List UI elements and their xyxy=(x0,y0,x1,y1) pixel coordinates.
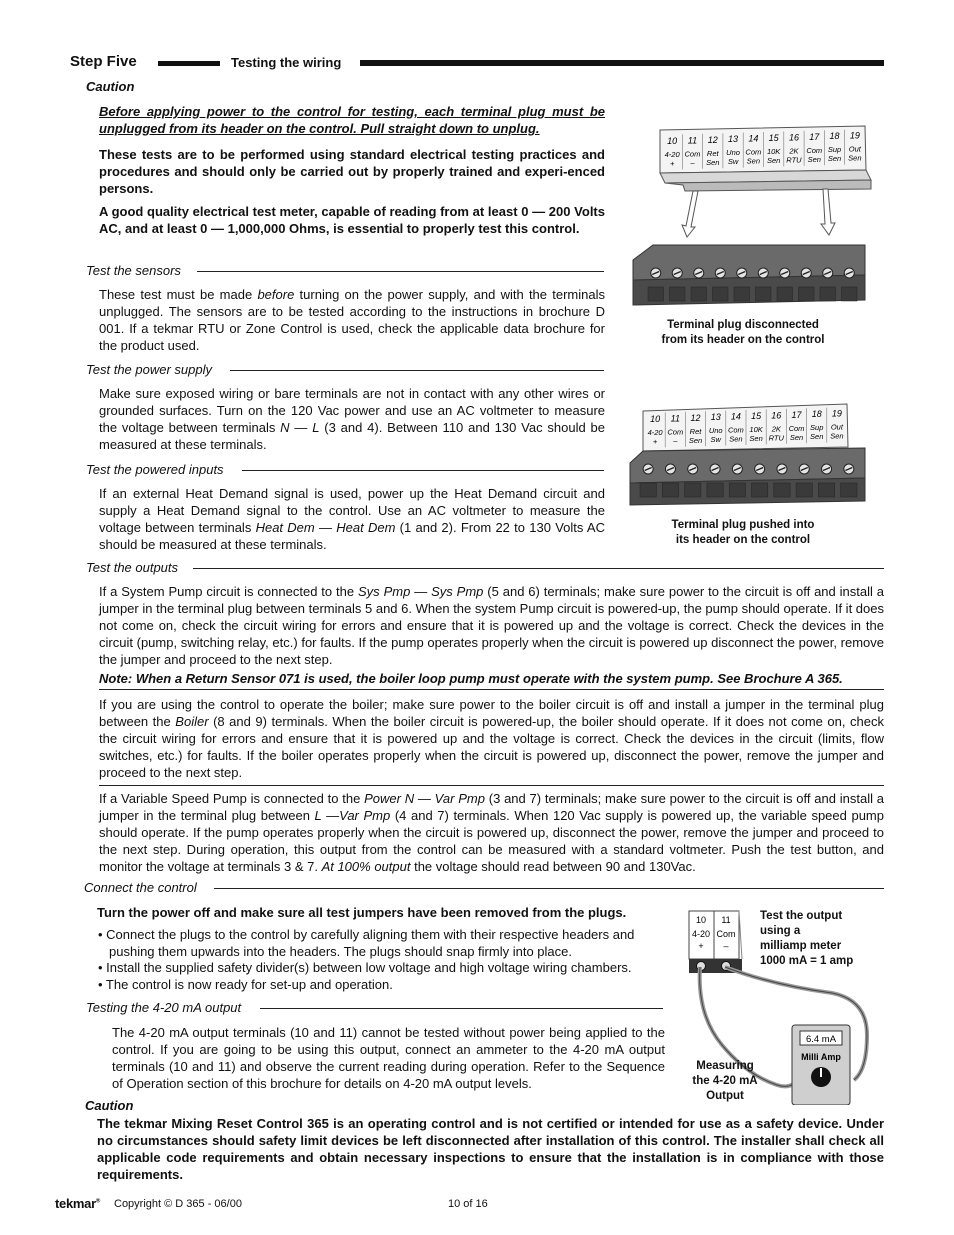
terminal-plug-2 xyxy=(630,448,865,505)
outputs-rule xyxy=(193,568,884,569)
fig2-label-15: 10K xyxy=(749,425,763,434)
fig1-num-15: 15 xyxy=(768,133,779,143)
fig1-num-16: 16 xyxy=(788,132,799,143)
fig2-num-10: 10 xyxy=(650,414,661,424)
fig2-num-14: 14 xyxy=(730,411,741,422)
ma-t11-sign: – xyxy=(723,941,729,951)
unplug-arrows xyxy=(682,189,835,237)
header-block-2 xyxy=(643,404,848,451)
fig2-num-11: 11 xyxy=(670,413,680,424)
intro-warning: Before applying power to the control for testing, each terminal plug must be unplugged from its header on the control. Pull straight down to unplug. xyxy=(99,104,605,136)
header-block-1 xyxy=(660,126,871,191)
fig2-num-13: 13 xyxy=(710,412,721,423)
fig2-sub-12: Sen xyxy=(688,435,703,445)
fig2-label-13: Uno xyxy=(708,426,723,436)
fig2-num-12: 12 xyxy=(690,412,701,423)
connect-bullet-1: • Connect the plugs to the control by carefully aligning them with their respective headers and pushing them upwards into the headers. The plugs should snap firmly into place. xyxy=(98,927,635,959)
fig2-screw-12 xyxy=(688,464,698,474)
fig1-label-12: Ret xyxy=(706,148,719,158)
outputs-divider-2 xyxy=(99,785,884,786)
fig1-label-11: Com xyxy=(684,149,701,159)
milliamp-meter xyxy=(792,1025,850,1105)
fig2-label-18: Sup xyxy=(810,423,824,433)
fig1-label-17: Com xyxy=(806,145,823,155)
fig1-num-17: 17 xyxy=(809,131,820,142)
fig2-label-19: Out xyxy=(830,422,843,432)
fig1-sub-10: + xyxy=(669,159,675,168)
intro-meter: A good quality electrical test meter, capable of reading from at least 0 — 200 Volts AC, and at least 0 — 1,000,000 Ohms, is essential to properly test this control. xyxy=(99,204,605,236)
ma-t11-num: 11 xyxy=(721,915,731,925)
fig2-num-15: 15 xyxy=(751,411,762,421)
ma-t10-num: 10 xyxy=(695,915,707,925)
outputs-system-pump: If a System Pump circuit is connected to the Sys Pmp — Sys Pmp (5 and 6) terminals; make sure power to the circuit is off and install a jumper in the terminal plug between terminals 5 and 6. When the system Pump circuit is powered-up, the pump should operate. If it does not come on, check the circuit wiring for errors and ensure that it is powered up and the voltage is correct. Check the devices in the circuit (pump, switching relay, etc.) for faults. If the pump operates properly when the circuit is powered up disconnect the power, remove the jumper and proceed to the next step. xyxy=(99,584,885,667)
fig1-screw-12 xyxy=(694,268,704,278)
fig2-sub-16: RTU xyxy=(768,433,784,443)
fig2-sub-14: Sen xyxy=(729,434,743,444)
fig1-label-13: Uno xyxy=(726,148,740,158)
fig2-num-17: 17 xyxy=(791,409,802,420)
fig1-num-12: 12 xyxy=(707,134,718,145)
fig1-screw-17 xyxy=(801,268,811,278)
fig1-screw-10 xyxy=(651,268,661,278)
fig1-sub-14: Sen xyxy=(746,156,761,166)
meter-name: Milli Amp xyxy=(801,1052,841,1062)
outputs-variable-pump: If a Variable Speed Pump is connected to the Power N — Var Pmp (3 and 7) terminals; make sure power to the circuit is off and install a jumper in the terminal plug between L —Var Pmp (4 and 7) terminals. When 120 Vac supply is powered up, the variable speed pump should operate. If the pump operates properly when the circuit is powered up, disconnect the power, remove the jumper and proceed to the next step. During operation, this output from the control can be measured with a standard voltmeter. Push the test button, and monitor the voltage at terminals 3 & 7. At 100% output the voltage should read between 90 and 130Vac. xyxy=(99,791,884,874)
connect-bullet-2: • Install the supplied safety divider(s) between low voltage and high voltage wiring chambers. xyxy=(98,960,632,975)
fig2-sub-15: Sen xyxy=(749,434,763,443)
fig2-screw-16 xyxy=(777,464,787,474)
fig2-screw-17 xyxy=(799,464,809,474)
terminal-plug-1 xyxy=(633,245,865,305)
fig2-num-18: 18 xyxy=(811,409,822,420)
ma-t11-label: Com xyxy=(716,929,736,939)
fig1-num-19: 19 xyxy=(849,130,860,141)
step-title: Step Five xyxy=(70,53,137,70)
figure-plug-connected xyxy=(625,403,880,513)
fig2-sub-17: Sen xyxy=(789,432,804,442)
ma-t10-sign: + xyxy=(698,941,704,951)
fig2-sub-10: + xyxy=(652,437,658,446)
power-supply-rule xyxy=(230,370,604,371)
fig2-screw-19 xyxy=(844,464,854,474)
copyright: Copyright © D 365 - 06/00 xyxy=(114,1198,242,1210)
fig1-screw-18 xyxy=(823,268,833,278)
fig1-screw-13 xyxy=(715,268,725,278)
powered-inputs-text: If an external Heat Demand signal is used, power up the Heat Demand circuit and supply a Heat Demand signal to the control. Use an AC voltmeter to measure the voltage between terminals Heat Dem — Heat Dem (1 and 2). From 22 to 130 Volts AC should be measured at these terminals. xyxy=(99,486,605,552)
power-supply-text: Make sure exposed wiring or bare terminals are not in contact with any other wires or grounded surfaces. Turn on the 120 Vac power and use an AC voltmeter to measure the voltage between terminals N — L (3 and 4). Between 110 and 130 Vac should be measured at these terminals. xyxy=(99,386,605,452)
page-number: 10 of 16 xyxy=(448,1198,488,1210)
sensors-rule xyxy=(197,271,604,272)
powered-inputs-heading: Test the powered inputs xyxy=(86,462,224,477)
fig2-num-16: 16 xyxy=(771,410,782,421)
fig1-screw-15 xyxy=(758,268,768,278)
ma-terminal-block xyxy=(689,911,742,973)
fig1-sub-19: Sen xyxy=(848,153,862,163)
fig1-sub-15: Sen xyxy=(766,156,781,165)
fig2-screw-18 xyxy=(822,464,832,474)
connect-bullet-3: • The control is now ready for set-up and operation. xyxy=(98,976,393,992)
fig2-sub-19: Sen xyxy=(830,431,844,441)
fig2-sub-13: Sw xyxy=(710,435,721,445)
fig2-num-19: 19 xyxy=(831,408,842,419)
fig2-label-11: Com xyxy=(667,427,684,437)
header-rule-long xyxy=(360,60,884,66)
tekmar-logo: tekmar® xyxy=(55,1196,100,1211)
connect-heading: Connect the control xyxy=(84,880,197,895)
fig1-num-18: 18 xyxy=(829,131,840,142)
fig2-label-10: 4-20 xyxy=(647,428,663,437)
connect-lead: Turn the power off and make sure all test jumpers have been removed from the plugs. xyxy=(97,905,627,920)
caption-plug-connected: Terminal plug pushed into its header on the control xyxy=(671,519,815,546)
fig2-label-14: Com xyxy=(727,425,744,435)
fig2-screw-14 xyxy=(732,464,742,474)
sensors-text: These test must be made before turning on the power supply, and with the terminals unplugged. The sensors are to be tested according to the instructions in brochure D 001. If a tekmar RTU or Zone Control is used, check the applicable data brochure for the product used. xyxy=(99,287,605,353)
fig1-label-16: 2K xyxy=(789,146,799,156)
fig1-sub-13: Sw xyxy=(727,157,739,167)
final-caution-label: Caution xyxy=(85,1098,134,1113)
fig2-screw-13 xyxy=(710,464,720,474)
fig1-sub-12: Sen xyxy=(706,157,720,167)
ma-t10-label: 4-20 xyxy=(691,929,711,939)
fig2-label-16: 2K xyxy=(771,424,781,434)
meter-reading: 6.4 mA xyxy=(805,1034,837,1045)
outputs-heading: Test the outputs xyxy=(86,560,179,575)
fig1-label-14: Com xyxy=(745,147,762,157)
header-rule-short xyxy=(158,61,220,66)
fig1-label-18: Sup xyxy=(827,145,842,155)
fig2-sub-18: Sen xyxy=(810,432,824,442)
fig1-screw-11 xyxy=(672,268,682,278)
fig2-sub-11: – xyxy=(673,436,678,446)
meter-label: Test the output using a milliamp meter 1000 mA = 1 amp xyxy=(760,910,854,967)
fig2-label-17: Com xyxy=(788,423,805,433)
fig1-sub-18: Sen xyxy=(827,154,842,164)
fig1-screw-19 xyxy=(844,268,854,278)
fig1-num-10: 10 xyxy=(667,136,678,146)
final-caution-text: The tekmar Mixing Reset Control 365 is an operating control and is not certified or intended for use as a safety device. Under no circumstances should safety limit devices be left disconnected after installation of this control. The installer shall check all applicable code requirements and obtain necessary inspections to ensure that the installation is in compliance with those requirements. xyxy=(97,1116,884,1182)
fig1-num-13: 13 xyxy=(728,134,739,145)
intro-practices: These tests are to be performed using standard electrical testing practices and procedures and should only be carried out by properly trained and experi-enced persons. xyxy=(99,147,605,196)
fig1-num-11: 11 xyxy=(687,135,698,146)
figure-plug-disconnected xyxy=(625,125,880,315)
fig2-screw-11 xyxy=(665,464,675,474)
ma-output-text: The 4-20 mA output terminals (10 and 11) cannot be tested without power being applied to the control. If you are going to be using this output, connect an ammeter to the 4-20 mA output terminals (10 and 11) and observe the current reading during operation. Refer to the Sequence of Operation section of this brochure for details on 4-20 mA output levels. xyxy=(112,1025,665,1091)
caution-label: Caution xyxy=(86,79,135,94)
fig2-screw-15 xyxy=(755,464,765,474)
caption-plug-disconnected: Terminal plug disconnected from its header on the control xyxy=(661,319,825,346)
fig1-sub-16: RTU xyxy=(786,155,802,165)
fig2-screw-10 xyxy=(643,464,653,474)
outputs-note: Note: When a Return Sensor 071 is used, the boiler loop pump must operate with the system pump. See Brochure A 365. xyxy=(99,671,843,686)
fig1-sub-11: – xyxy=(690,158,695,168)
connect-rule xyxy=(214,888,884,889)
fig1-label-10: 4-20 xyxy=(664,150,680,159)
fig1-screw-14 xyxy=(737,268,747,278)
outputs-divider-1 xyxy=(99,689,884,690)
fig1-screw-16 xyxy=(780,268,790,278)
powered-inputs-rule xyxy=(242,470,604,471)
ma-output-heading: Testing the 4-20 mA output xyxy=(86,1000,242,1015)
fig1-num-14: 14 xyxy=(748,133,759,144)
fig1-label-15: 10K xyxy=(766,147,781,156)
ma-output-rule xyxy=(260,1008,663,1009)
fig1-label-19: Out xyxy=(848,144,861,154)
meter-caption: Measuring the 4-20 mA Output xyxy=(692,1060,758,1102)
fig1-sub-17: Sen xyxy=(807,154,821,164)
sensors-heading: Test the sensors xyxy=(86,263,181,278)
power-supply-heading: Test the power supply xyxy=(86,362,212,377)
step-subtitle: Testing the wiring xyxy=(231,55,342,70)
fig2-label-12: Ret xyxy=(689,426,702,436)
outputs-boiler: If you are using the control to operate the boiler; make sure power to the boiler circuit is off and install a jumper in the terminal plug between the Boiler (8 and 9) terminals. When the boiler circuit is powered-up, the boiler should operate. If it does not come on, check the circuit wiring for errors and ensure that it is powered up and the voltage is correct. Check the devices in the circuit (limits, flow switches, etc.) for faults. If the boiler operates properly when the circuit is powered up, disconnect the power, remove the jumper and proceed to the next step. xyxy=(99,697,884,780)
connect-bullets xyxy=(98,927,668,993)
